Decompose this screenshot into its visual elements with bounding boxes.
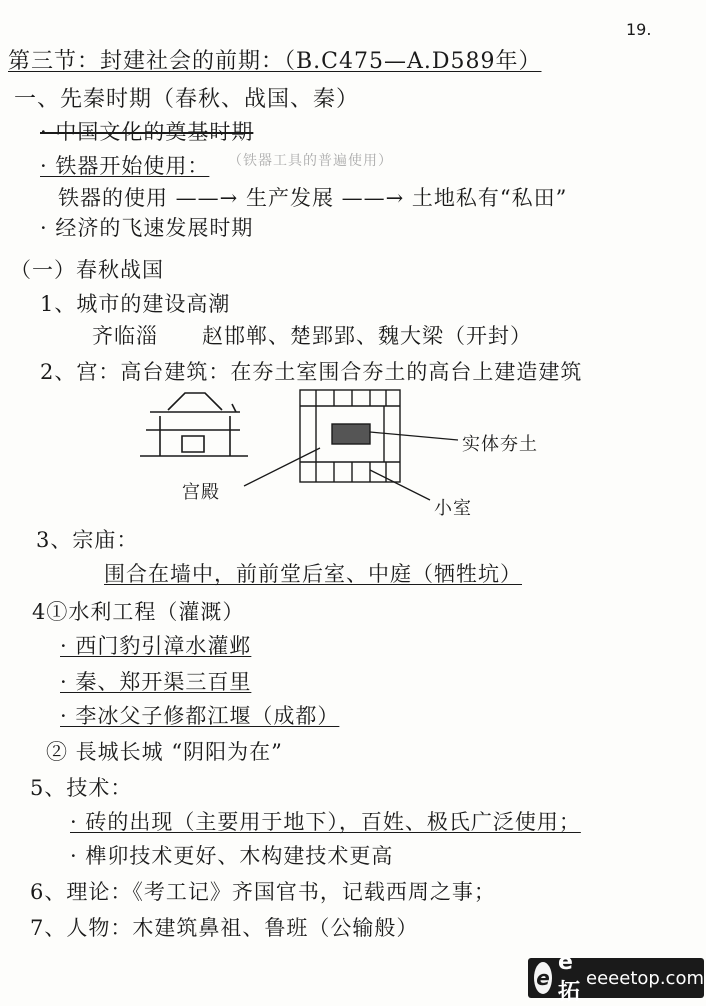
chapter-title: 第三节：封建社会的前期：（B.C475—A.D589年）: [8, 49, 542, 74]
tick-mark: [232, 404, 236, 412]
site-watermark: [528, 950, 704, 1005]
section-heading: 一、先秦时期（春秋、战国、秦）: [14, 87, 360, 112]
bullet-iron-tools-note: （铁器工具的普遍使用）: [228, 153, 393, 169]
item-bricks: · 砖的出现（主要用于地下），百姓、极氏广泛使用；: [70, 810, 581, 834]
item-figures: 7、人物：木建筑鼻祖、鲁班（公输般）: [30, 916, 419, 940]
watermark-url: eeeetop.com: [586, 967, 704, 989]
item-ancestral-temple: 3、宗庙：: [36, 528, 139, 552]
roof-top: [168, 393, 222, 410]
item-ximen-bao: · 西门豹引漳水灌邺: [60, 634, 252, 658]
e-logo-icon: e: [534, 962, 552, 994]
item-dujiangyan: · 李冰父子修都江堰（成都）: [60, 704, 340, 728]
item-temple-detail: 围合在墙中，前前堂后室、中庭（牺牲坑）: [104, 562, 522, 586]
item-palace: 2、宫：高台建筑：在夯土室围合夯土的高台上建造建筑: [40, 360, 583, 384]
item-great-wall: ② 長城长城 “阴阳为在”: [46, 740, 283, 764]
leader-hangtu: [370, 432, 458, 440]
item-water-works: 4①水利工程（灌溉）: [32, 600, 245, 624]
building-door: [182, 436, 204, 452]
item-technology: 5、技术：: [30, 776, 133, 800]
item-city-building: 1、城市的建设高潮: [40, 292, 231, 316]
item-theory: 6、理论：《考工记》齐国官书，记载西周之事；: [30, 880, 496, 904]
label-small-room: 小室: [434, 498, 472, 519]
bullet-economy: · 经济的飞速发展时期: [40, 216, 254, 240]
item-qin-zheng-canal: · 秦、郑开渠三百里: [60, 670, 252, 694]
flow-iron-to-private-land: 铁器的使用 ——→ 生产发展 ——→ 土地私有“私田”: [58, 186, 568, 210]
bullet-chinese-culture: · 中国文化的奠基时期: [40, 120, 254, 144]
watermark-brand: e拓: [558, 950, 581, 1005]
item-mortise-tenon: · 榫卯技术更好、木构建技术更高: [70, 844, 394, 868]
label-rammed-earth: 实体夯土: [462, 434, 538, 455]
subsection-spring-autumn: （一）春秋战国: [10, 258, 164, 282]
rammed-earth-core: [332, 424, 370, 444]
item-cities-list: 齐临淄 赵邯郸、楚郢郢、魏大梁（开封）: [92, 324, 532, 348]
bullet-iron-tools: · 铁器开始使用：: [40, 154, 210, 178]
label-palace: 宫殿: [182, 482, 220, 503]
leader-gongdian: [244, 448, 320, 486]
page-number: 19.: [626, 20, 652, 39]
